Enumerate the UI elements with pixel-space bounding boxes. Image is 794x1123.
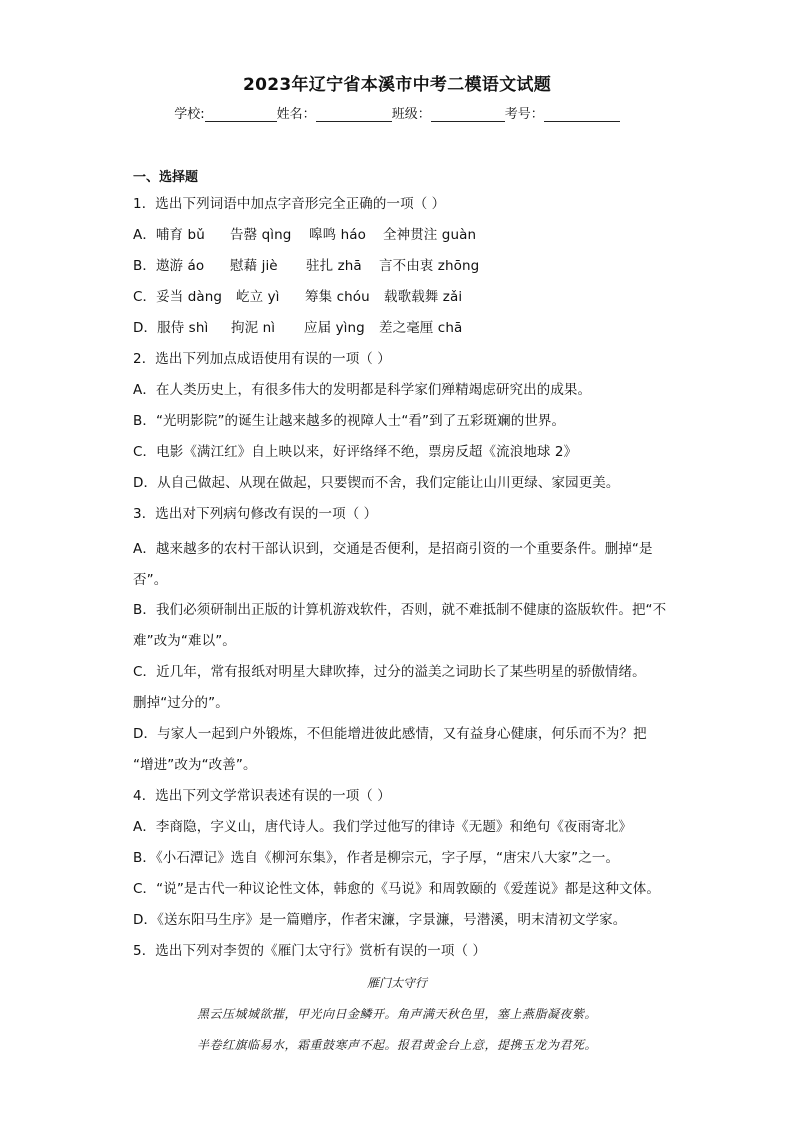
option-word: 载歌载舞 zǎi [384,289,463,305]
question-3-option-d-cont: “增进”改为“改善”。 [133,757,257,773]
question-3-option-b: B．我们必须研制出正版的计算机游戏软件，否则，就不难抵制不健康的盗版软件。把“不 [133,602,667,618]
option-word: 屹立 yì [236,289,280,305]
question-3-option-a: A．越来越多的农村干部认识到，交通是否便利，是招商引资的一个重要条件。删掉“是 [133,541,653,557]
question-4-option-d: D．《送东阳马生序》是一篇赠序，作者宋濂，字景濂，号潜溪，明末清初文学家。 [133,912,627,928]
question-3-option-c: C．近几年，常有报纸对明星大肆吹捧，过分的溢美之词助长了某些明星的骄傲情绪。 [133,664,646,680]
question-2-option-d: D．从自己做起、从现在做起，只要锲而不舍，我们定能让山川更绿、家园更美。 [133,475,620,491]
question-2-option-c: C．电影《满江红》自上映以来，好评络绎不绝，票房反超《流浪地球 2》 [133,444,578,460]
question-3-option-c-cont: 删掉“过分的”。 [133,695,229,711]
option-word: 筹集 chóu [305,289,370,305]
option-word: B．遨游 áo [133,258,205,274]
question-2-stem: 2．选出下列加点成语使用有误的一项（ ） [133,351,391,367]
question-1-option-b [133,254,668,274]
school-blank[interactable] [205,107,277,122]
option-word: 慰藉 jiè [230,258,278,274]
poem-line: 黑云压城城欲摧，甲光向日金鳞开。角声满天秋色里，塞上燕脂凝夜紫。 [196,1007,597,1021]
question-3-option-a-cont: 否”。 [133,572,168,588]
option-word: A．哺育 bǔ [133,227,205,243]
name-blank[interactable] [316,107,392,122]
question-1-stem: 1．选出下列词语中加点字音形完全正确的一项（ ） [133,196,446,212]
option-word: 言不由衷 zhōng [379,258,480,274]
question-4-stem: 4．选出下列文学常识表述有误的一项（ ） [133,788,391,804]
option-word: 全神贯注 guàn [383,227,477,243]
question-1-option-a [133,223,668,243]
question-4-option-a: A．李商隐，字义山，唐代诗人。我们学过他写的律诗《无题》和绝句《夜雨寄北》 [133,819,632,835]
exam-no-label: 考号： [504,107,544,122]
question-3-option-d: D．与家人一起到户外锻炼，不但能增进彼此感情，又有益身心健康，何乐而不为？把 [133,726,647,742]
option-word: 驻扎 zhā [306,258,362,274]
student-info-row [0,103,794,122]
option-word: D．服侍 shì [133,320,209,336]
school-label: 学校: [174,107,205,122]
question-4-option-b: B．《小石潭记》选自《柳河东集》，作者是柳宗元，字子厚，“唐宋八大家”之一。 [133,850,620,866]
option-word: 应届 yìng [304,320,365,336]
exam-no-blank[interactable] [544,107,620,122]
option-word: 差之毫厘 chā [379,320,463,336]
question-3-option-b-cont: 难”改为“难以”。 [133,633,236,649]
question-4-option-c: C．“说”是古代一种议论性文体，韩愈的《马说》和周敦颐的《爱莲说》都是这种文体。 [133,881,660,897]
question-2-option-b: B．“光明影院”的诞生让越来越多的视障人士“看”到了五彩斑斓的世界。 [133,413,566,429]
class-label: 班级： [391,107,431,122]
name-label: 姓名： [276,107,316,122]
option-word: 嗥鸣 háo [309,227,366,243]
page-title: 2023年辽宁省本溪市中考二模语文试题 [242,75,551,95]
option-word: 告罄 qìng [230,227,292,243]
class-blank[interactable] [431,107,505,122]
question-1-option-c [133,285,668,305]
option-word: C．妥当 dàng [133,289,223,305]
section-heading: 一、选择题 [133,170,199,185]
option-word: 拘泥 nì [231,320,276,336]
question-2-option-a: A．在人类历史上，有很多伟大的发明都是科学家们殚精竭虑研究出的成果。 [133,382,592,398]
question-5-stem: 5．选出下列对李贺的《雁门太守行》赏析有误的一项（ ） [133,943,487,959]
question-3-stem: 3．选出对下列病句修改有误的一项（ ） [133,506,378,522]
question-1-option-d [133,316,668,336]
poem-title: 雁门太守行 [366,976,427,990]
poem-line: 半卷红旗临易水，霜重鼓寒声不起。报君黄金台上意，提携玉龙为君死。 [196,1038,597,1052]
